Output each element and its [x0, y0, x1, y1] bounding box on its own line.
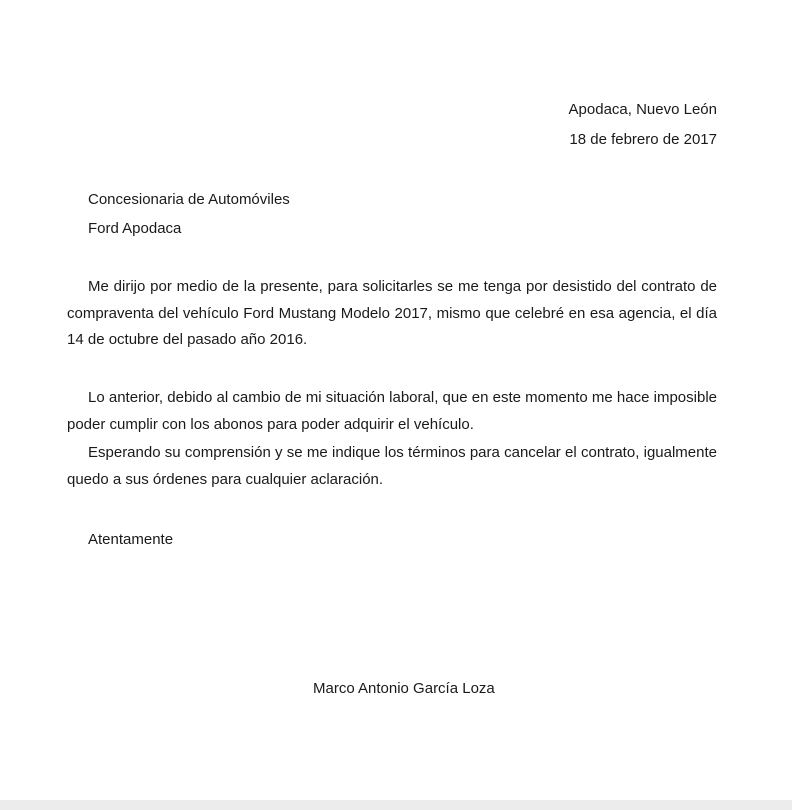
page-bottom-divider: [0, 800, 792, 810]
body-paragraph-1: Me dirijo por medio de la presente, para solicitarles se me tenga por desistido del contrato de compraventa del vehículo Ford Mustang Modelo 2017, mismo que celebré en esa agencia, el día 14 de octubre del pasado año 2016.: [67, 278, 717, 348]
recipient-line-2: Ford Apodaca: [88, 220, 182, 237]
letter-date: 18 de febrero de 2017: [569, 131, 717, 148]
body-paragraph-3: Esperando su comprensión y se me indique los términos para cancelar el contrato, igualmente quedo a sus órdenes para cualquier aclaración.: [67, 444, 717, 488]
body-paragraph-2: Lo anterior, debido al cambio de mi situación laboral, que en este momento me hace imposible poder cumplir con los abonos para poder adquirir el vehículo.: [67, 389, 717, 433]
recipient-line-1: Concesionaria de Automóviles: [88, 191, 290, 208]
closing: Atentamente: [88, 531, 174, 548]
letter-place: Apodaca, Nuevo León: [568, 101, 717, 118]
signature-name: Marco Antonio García Loza: [313, 680, 495, 697]
